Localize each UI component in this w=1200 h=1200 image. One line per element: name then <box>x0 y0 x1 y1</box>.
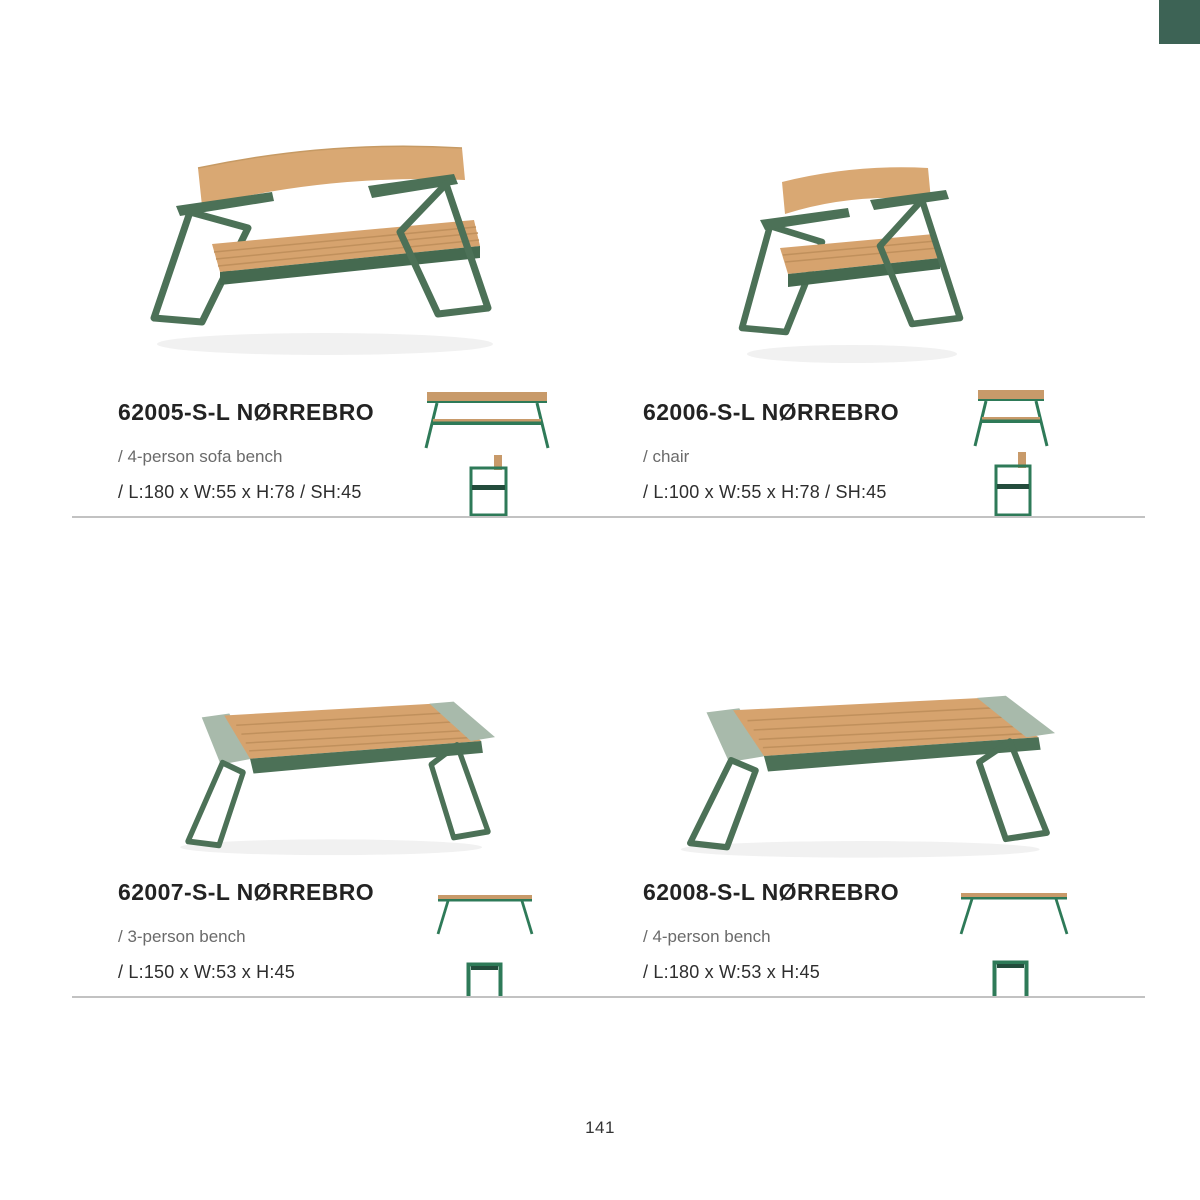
front-view-diagram <box>432 890 538 936</box>
product-dimensions: / L:180 x W:53 x H:45 <box>643 962 820 982</box>
product-code: 62008-S-L NØRREBRO <box>643 879 900 905</box>
bench-illustration <box>645 675 1055 867</box>
product-dimensions: / L:180 x W:55 x H:78 / SH:45 <box>118 482 362 502</box>
bench-side-view-icon <box>466 962 503 997</box>
front-view-diagram <box>422 390 552 450</box>
sofa-bench-side-view-icon <box>464 455 512 517</box>
front-view-diagram <box>955 888 1073 936</box>
sofa-bench-illustration <box>130 122 510 372</box>
side-view-diagram <box>464 455 512 517</box>
side-view-diagram <box>466 962 503 997</box>
product-code: 62006-S-L NØRREBRO <box>643 399 900 425</box>
product-type: / 4-person sofa bench <box>118 447 283 466</box>
bench-side-view-icon <box>992 960 1029 997</box>
product-code: 62007-S-L NØRREBRO <box>118 879 375 905</box>
front-view-diagram <box>972 388 1050 448</box>
product-type: / chair <box>643 447 690 466</box>
side-view-diagram <box>992 960 1029 997</box>
bench-photo <box>645 675 1055 867</box>
product-dimensions: / L:100 x W:55 x H:78 / SH:45 <box>643 482 887 502</box>
chair-side-view-icon <box>990 452 1036 517</box>
sofa-bench-photo <box>130 122 510 372</box>
product-code: 62005-S-L NØRREBRO <box>118 399 375 425</box>
sofa-bench-front-view-icon <box>422 390 552 450</box>
product-dimensions: / L:150 x W:53 x H:45 <box>118 962 295 982</box>
chair-photo <box>722 142 982 377</box>
row-divider <box>72 996 1145 998</box>
bench-illustration <box>150 682 495 864</box>
bench-photo <box>150 682 495 864</box>
product-type: / 3-person bench <box>118 927 246 946</box>
page-number: 141 <box>585 1118 615 1137</box>
chair-front-view-icon <box>972 388 1050 448</box>
side-view-diagram <box>990 452 1036 517</box>
bench-front-view-icon <box>955 888 1073 936</box>
product-type: / 4-person bench <box>643 927 771 946</box>
corner-tab <box>1159 0 1200 44</box>
row-divider <box>72 516 1145 518</box>
chair-illustration <box>722 142 982 377</box>
bench-front-view-icon <box>432 890 538 936</box>
